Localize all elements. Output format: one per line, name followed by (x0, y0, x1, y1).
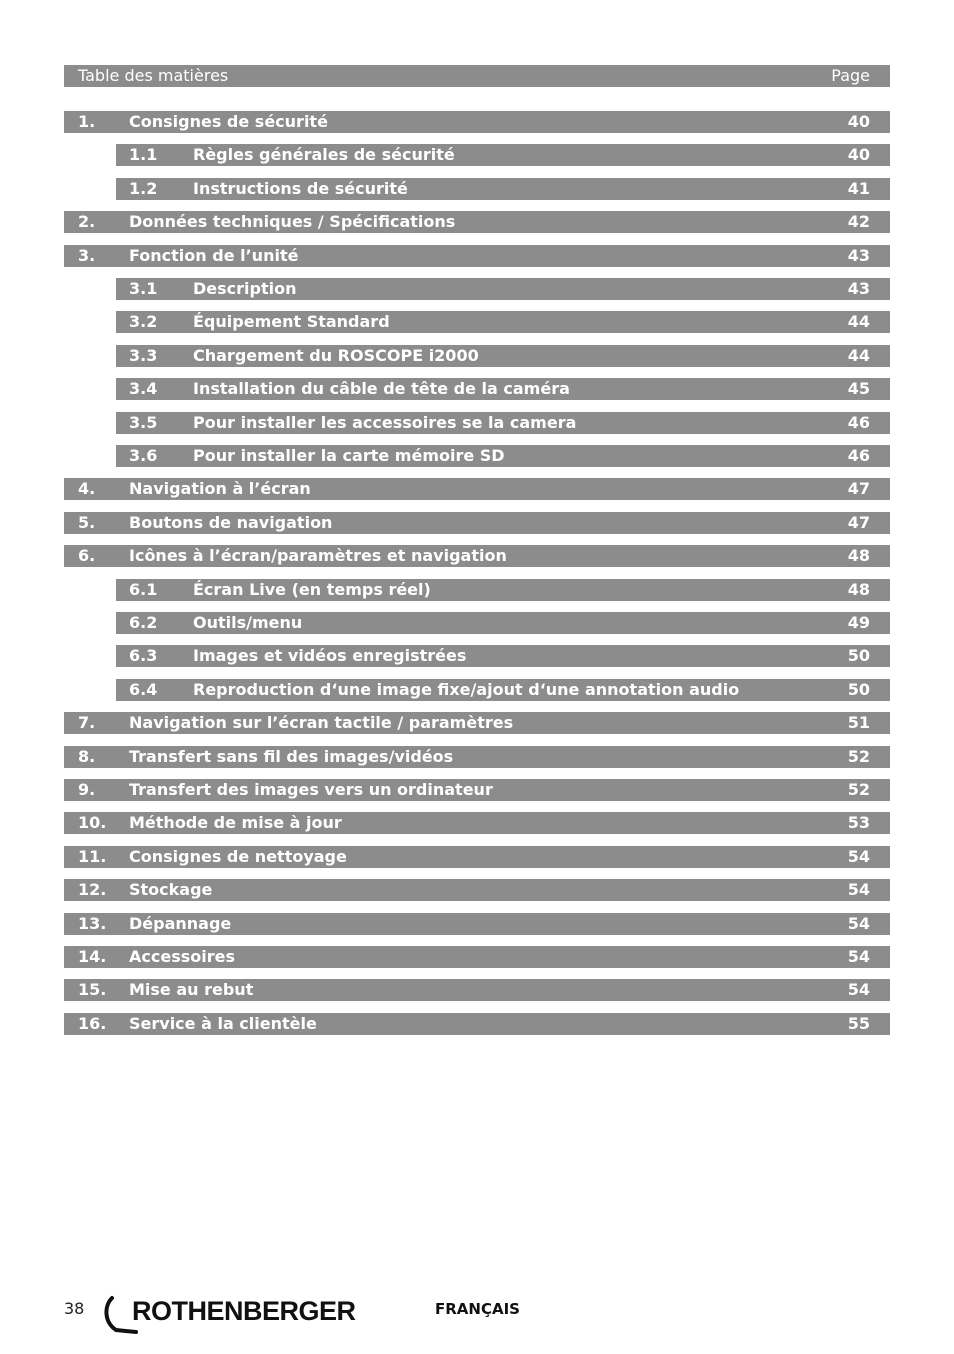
toc-entry-label: Pour installer la carte mémoire SD (193, 446, 505, 465)
toc-entry-label: Description (193, 279, 297, 298)
toc-entry-number: 3.5 (129, 413, 158, 432)
toc-entry-page: 49 (847, 613, 870, 632)
toc-entry-label: Pour installer les accessoires se la camera (193, 413, 577, 432)
toc-entry-page: 47 (847, 479, 870, 498)
toc-entry-page: 47 (847, 513, 870, 532)
toc-entry-label: Instructions de sécurité (193, 179, 408, 198)
toc-entry[interactable] (64, 779, 890, 801)
toc-entry[interactable] (64, 512, 890, 534)
toc-entry-page: 46 (847, 413, 870, 432)
toc-entry[interactable] (116, 278, 890, 300)
toc-entry-label: Images et vidéos enregistrées (193, 646, 467, 665)
toc-entry-label: Accessoires (129, 947, 235, 966)
toc-entry-number: 3. (78, 246, 96, 265)
toc-entry-label: Consignes de sécurité (129, 112, 328, 131)
page-number: 38 (64, 1299, 85, 1318)
toc-entry-label: Écran Live (en temps réel) (193, 580, 431, 599)
toc-entry-page: 54 (847, 847, 870, 866)
toc-entry[interactable] (116, 412, 890, 434)
toc-entry-number: 7. (78, 713, 96, 732)
toc-entry-page: 44 (847, 346, 870, 365)
toc-entry-label: Fonction de l’unité (129, 246, 299, 265)
toc-entry-number: 1. (78, 112, 96, 131)
toc-entry-label: Données techniques / Spécifications (129, 212, 456, 231)
toc-entry-page: 44 (847, 312, 870, 331)
toc-entry[interactable] (64, 979, 890, 1001)
toc-entry-number: 6.2 (129, 613, 158, 632)
toc-entry-page: 54 (847, 880, 870, 899)
toc-entry-number: 6.4 (129, 680, 158, 699)
toc-entry-page: 46 (847, 446, 870, 465)
toc-entry[interactable] (116, 144, 890, 166)
toc-entry-number: 4. (78, 479, 96, 498)
toc-entry[interactable] (64, 245, 890, 267)
toc-entry-label: Chargement du ROSCOPE i2000 (193, 346, 479, 365)
toc-entry[interactable] (64, 478, 890, 500)
toc-entry-label: Méthode de mise à jour (129, 813, 342, 832)
toc-entry-page: 50 (847, 680, 870, 699)
toc-entry-number: 1.2 (129, 179, 158, 198)
toc-entry-page: 48 (847, 546, 870, 565)
toc-entry-number: 3.6 (129, 446, 158, 465)
toc-entry-page: 40 (847, 145, 870, 164)
toc-entry[interactable] (64, 111, 890, 133)
toc-entry[interactable] (64, 812, 890, 834)
toc-entry[interactable] (64, 1013, 890, 1035)
toc-entry[interactable] (116, 178, 890, 200)
toc-entry-page: 54 (847, 980, 870, 999)
toc-entry-number: 14. (78, 947, 107, 966)
toc-entry-page: 53 (847, 813, 870, 832)
toc-entry[interactable] (64, 746, 890, 768)
toc-entry-number: 3.3 (129, 346, 158, 365)
brand-logo (102, 1292, 356, 1336)
toc-entry-number: 13. (78, 914, 107, 933)
toc-entry[interactable] (116, 612, 890, 634)
toc-entry-label: Mise au rebut (129, 980, 254, 999)
brand-name: ROTHENBERGER (132, 1296, 356, 1326)
toc-entry[interactable] (116, 311, 890, 333)
toc-entry-page: 51 (847, 713, 870, 732)
toc-entry-label: Équipement Standard (193, 312, 390, 331)
toc-entry-page: 48 (847, 580, 870, 599)
toc-entry-number: 9. (78, 780, 96, 799)
toc-entry-page: 42 (847, 212, 870, 231)
toc-entry[interactable] (64, 946, 890, 968)
toc-entry-label: Outils/menu (193, 613, 303, 632)
toc-entry-number: 15. (78, 980, 107, 999)
toc-entry[interactable] (64, 846, 890, 868)
toc-entry-page: 50 (847, 646, 870, 665)
toc-entry-label: Service à la clientèle (129, 1014, 317, 1033)
toc-entry-label: Reproduction d‘une image fixe/ajout d‘une annotation audio (193, 680, 740, 699)
toc-entry[interactable] (64, 879, 890, 901)
toc-entry-number: 16. (78, 1014, 107, 1033)
toc-entry-label: Navigation à l’écran (129, 479, 311, 498)
toc-entry-number: 6. (78, 546, 96, 565)
toc-entry[interactable] (64, 211, 890, 233)
toc-entry-label: Navigation sur l’écran tactile / paramètres (129, 713, 514, 732)
toc-entry-label: Installation du câble de tête de la caméra (193, 379, 570, 398)
toc-entry-number: 3.2 (129, 312, 158, 331)
toc-entry-label: Icônes à l’écran/paramètres et navigation (129, 546, 507, 565)
toc-entry-label: Stockage (129, 880, 213, 899)
toc-entry[interactable] (64, 545, 890, 567)
toc-entry-number: 11. (78, 847, 107, 866)
toc-entry-number: 6.1 (129, 580, 158, 599)
toc-entry-page: 54 (847, 914, 870, 933)
toc-entry[interactable] (116, 345, 890, 367)
toc-entry[interactable] (116, 579, 890, 601)
toc-entry-page: 41 (847, 179, 870, 198)
toc-entry-number: 8. (78, 747, 96, 766)
toc-entry[interactable] (116, 445, 890, 467)
toc-entry-label: Transfert sans fil des images/vidéos (129, 747, 454, 766)
toc-entry[interactable] (64, 712, 890, 734)
toc-entry-label: Boutons de navigation (129, 513, 333, 532)
toc-entry-number: 5. (78, 513, 96, 532)
toc-entry-number: 10. (78, 813, 107, 832)
toc-entry-page: 54 (847, 947, 870, 966)
toc-entry-number: 3.1 (129, 279, 158, 298)
toc-entry-number: 3.4 (129, 379, 158, 398)
toc-entry-page: 43 (847, 279, 870, 298)
toc-entry[interactable] (64, 913, 890, 935)
toc-entry-label: Règles générales de sécurité (193, 145, 455, 164)
toc-entry-label: Dépannage (129, 914, 232, 933)
toc-entry[interactable] (116, 378, 890, 400)
language-label: FRANÇAIS (435, 1300, 520, 1318)
toc-entry[interactable] (116, 679, 890, 701)
toc-entry-page: 45 (847, 379, 870, 398)
toc-entry-page: 43 (847, 246, 870, 265)
toc-entry-page: 55 (847, 1014, 870, 1033)
toc-entry-number: 12. (78, 880, 107, 899)
toc-title: Table des matières (78, 66, 229, 85)
toc-entry-page: 52 (847, 747, 870, 766)
toc-entry-page: 52 (847, 780, 870, 799)
toc-entry[interactable] (116, 645, 890, 667)
toc-entry-number: 1.1 (129, 145, 158, 164)
toc-entry-label: Transfert des images vers un ordinateur (129, 780, 493, 799)
toc-page-label: Page (831, 66, 870, 85)
toc-entry-number: 2. (78, 212, 96, 231)
toc-entry-label: Consignes de nettoyage (129, 847, 347, 866)
toc-entry-page: 40 (847, 112, 870, 131)
toc-entry-number: 6.3 (129, 646, 158, 665)
